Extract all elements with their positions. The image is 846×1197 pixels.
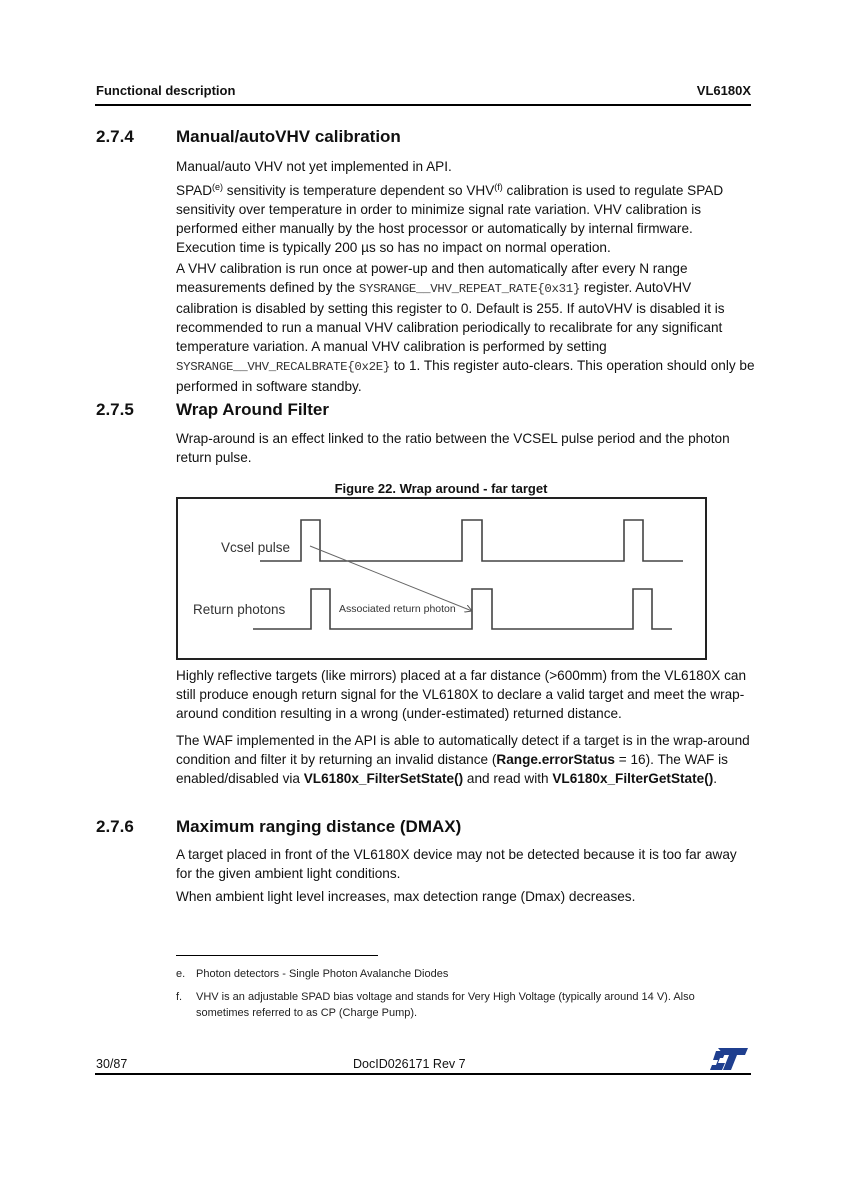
running-header-product: VL6180X [696, 83, 751, 98]
text-run: SPAD [176, 183, 213, 198]
vcsel-pulse-waveform [260, 520, 683, 561]
text-run: A VHV calibration is run once at power-up and then automatically after every N range measurements defined by the [176, 261, 688, 295]
register-name: SYSRANGE__VHV_REPEAT_RATE{0x31} [358, 282, 581, 296]
footnote-ref-f[interactable]: (f) [494, 182, 503, 192]
footnote-e [176, 966, 736, 982]
section-number-2-7-4: 2.7.4 [96, 127, 134, 146]
associated-return-photon-label: Associated return photon [339, 603, 456, 615]
section-number-2-7-5: 2.7.5 [96, 400, 134, 419]
text-run: calibration is used to regulate SPAD sensitivity over temperature in order to minimize signal rate variation. VHV calibration is performed either manually by the host processor or automatically by internal firmware. Execution time is typically 200 µs so has no impact on normal operation. [176, 183, 724, 255]
paragraph: Highly reflective targets (like mirrors) placed at a far distance (>600mm) from the VL6180X can still produce enough return signal for the VL6180X to declare a valid target and meet the wrap-around condition resulting in a wrong (under-estimated) returned distance. [176, 668, 747, 721]
paragraph: A target placed in front of the VL6180X device may not be detected because it is too far away for the given ambient light conditions. [176, 847, 737, 881]
return-photons-label: Return photons [193, 602, 286, 617]
footnote-letter: e. [176, 968, 186, 980]
text-run: The WAF implemented in the API is able to automatically detect if a target is in the wrap-around condition and filter it by returning an invalid distance ( [176, 733, 750, 767]
function-name: VL6180x_FilterGetState() [552, 771, 714, 786]
footnote-separator [176, 955, 378, 956]
vcsel-pulse-label: Vcsel pulse [221, 540, 291, 555]
running-header-section: Functional description [96, 83, 236, 98]
section-number-2-7-6: 2.7.6 [96, 817, 134, 836]
register-name: SYSRANGE__VHV_RECALBRATE{0x2E} [176, 360, 391, 374]
text-run: and read with [463, 771, 553, 786]
footnote-text: Photon detectors - Single Photon Avalanche Diodes [196, 968, 449, 980]
section-title-2-7-6: Maximum ranging distance (DMAX) [176, 817, 462, 836]
page-number: 30/87 [96, 1057, 128, 1071]
paragraph [176, 731, 756, 788]
paragraph: Wrap-around is an effect linked to the ratio between the VCSEL pulse period and the photon return pulse. [176, 431, 730, 465]
text-run: register. AutoVHV calibration is disabled by setting this register to 0. Default is 255. If autoVHV is disabled it is recommended to run a manual VHV calibration periodically to recalibrate for any significant temperature variation. A manual VHV calibration is performed by setting [176, 280, 725, 354]
figure-caption: Figure 22. Wrap around - far target [334, 481, 548, 496]
section-title-2-7-5: Wrap Around Filter [176, 400, 329, 419]
footnote-letter: f. [176, 991, 183, 1003]
footnote-ref-e[interactable]: (e) [212, 182, 224, 192]
footnote-text: VHV is an adjustable SPAD bias voltage and stands for Very High Voltage (typically around 14 V). Also sometimes referred to as CP (Charge Pump). [196, 991, 695, 1019]
function-name: VL6180x_FilterSetState() [303, 771, 464, 786]
section-title-2-7-4: Manual/autoVHV calibration [176, 127, 401, 146]
return-photons-waveform [253, 589, 672, 629]
field-name: Range.errorStatus [496, 752, 615, 767]
text-run: . [713, 771, 718, 786]
association-arrow [310, 546, 472, 611]
document-id: DocID026171 Rev 7 [353, 1057, 466, 1071]
st-logo-icon [710, 1048, 748, 1070]
text-run: sensitivity is temperature dependent so VHV [223, 183, 495, 198]
footnote-f [176, 989, 736, 1021]
footer-rule [95, 1073, 751, 1075]
text-run: = 16). The WAF is enabled/disabled via [176, 752, 728, 786]
paragraph: When ambient light level increases, max detection range (Dmax) decreases. [176, 889, 636, 904]
paragraph: Manual/auto VHV not yet implemented in API. [176, 159, 452, 174]
text-run: to 1. This register auto-clears. This operation should only be performed in software standby. [176, 358, 755, 394]
